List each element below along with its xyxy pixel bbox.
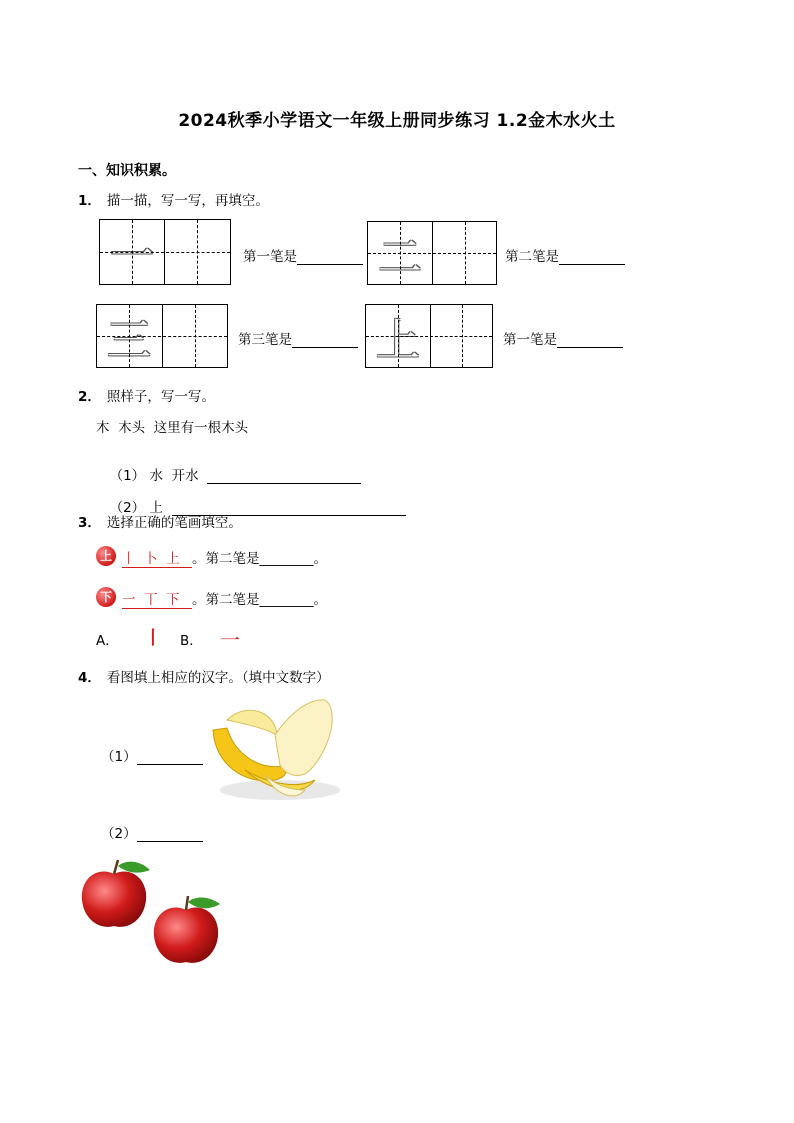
stroke-question: 第二笔是 (505, 245, 625, 265)
question-3 (78, 511, 242, 531)
answer-blank[interactable] (292, 333, 358, 348)
example-sentence: 木 木头 这里有一根木头 (96, 420, 249, 436)
writing-grid[interactable] (367, 221, 497, 285)
trace-character: 三 (107, 315, 151, 366)
apples-illustration (78, 858, 228, 970)
question-number: 3． (78, 515, 101, 531)
stroke-question: 第一笔是 (243, 245, 363, 265)
banana-peel (227, 710, 277, 735)
option-b-glyph: 一 (220, 628, 240, 652)
question-text: 看图填上相应的汉字。（填中文数字） (106, 670, 330, 686)
sub-question: （2） 上 (101, 480, 406, 516)
page-title: 2024秋季小学语文一年级上册同步练习 1.2金木水火土 (178, 111, 616, 131)
question-number: 2． (78, 389, 101, 405)
question-2 (78, 385, 215, 405)
trace-character: 上 (376, 315, 420, 366)
answer-blank[interactable] (297, 250, 363, 265)
option-b[interactable]: B． (180, 633, 203, 649)
sub-question: （1） (101, 745, 203, 765)
writing-grid[interactable] (99, 219, 231, 285)
section-heading: 一、知识积累。 (78, 163, 176, 179)
stroke-question: 。第二笔是________。 (192, 551, 327, 567)
option-a-glyph: 丨 (144, 628, 162, 649)
apple-icon: 上 (96, 546, 116, 566)
sub-question: （1） 水 开水 (101, 448, 361, 484)
trace-character: 一 (110, 231, 154, 282)
trace-character: 二 (378, 232, 422, 283)
apple-icon: 下 (96, 587, 116, 607)
writing-grid[interactable] (96, 304, 228, 368)
option-a[interactable]: A． (96, 633, 119, 649)
stroke-question: 。第二笔是________。 (192, 592, 327, 608)
apple-2 (154, 896, 220, 963)
stroke-question: 第一笔是 (503, 328, 623, 348)
stroke-order-row (96, 544, 356, 568)
answer-blank[interactable] (137, 827, 203, 842)
banana-flesh (275, 700, 332, 776)
question-number: 4． (78, 670, 101, 686)
answer-blank[interactable] (557, 333, 623, 348)
question-4 (78, 666, 330, 686)
stroke-sequence: 一 丅 下 (122, 588, 192, 609)
apple-1 (82, 860, 150, 927)
stroke-order-row (96, 585, 356, 609)
question-text: 选择正确的笔画填空。 (106, 515, 242, 531)
question-text: 描一描，写一写，再填空。 (106, 193, 269, 209)
writing-grid[interactable] (365, 304, 493, 368)
banana-illustration (205, 690, 345, 808)
question-number: 1． (78, 193, 101, 209)
sub-question: （2） (101, 822, 203, 842)
answer-blank[interactable] (559, 250, 625, 265)
stroke-sequence: 丨 卜 上 (122, 547, 192, 568)
question-1 (78, 189, 269, 209)
question-text: 照样子，写一写。 (106, 389, 215, 405)
answer-blank[interactable] (137, 750, 203, 765)
stroke-question: 第三笔是 (238, 328, 358, 348)
